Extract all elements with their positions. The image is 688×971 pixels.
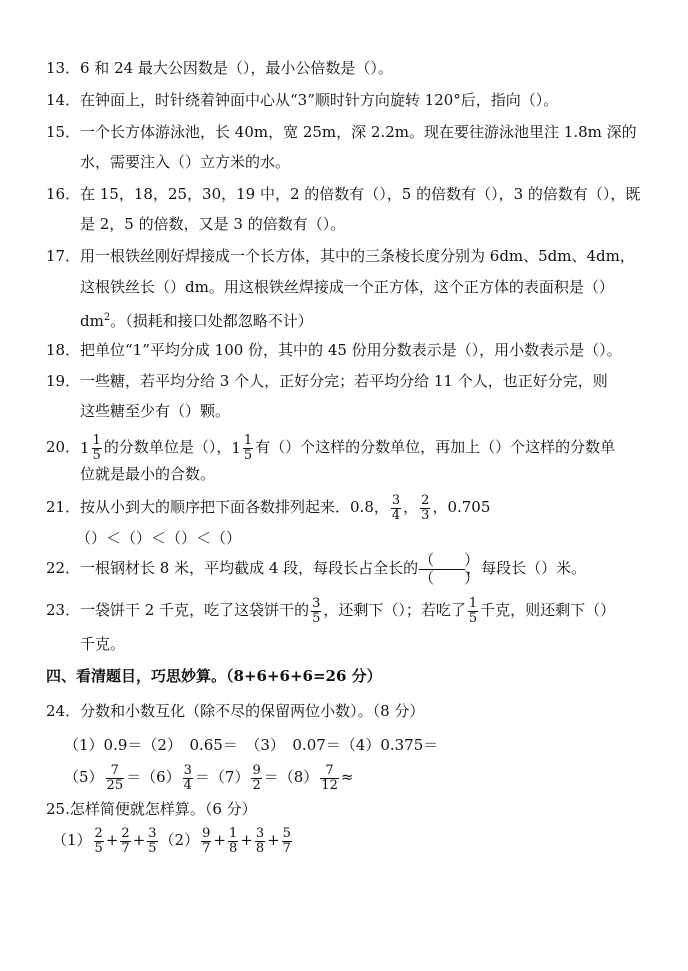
question-23 xyxy=(46,592,615,628)
numerator: 2 xyxy=(121,825,130,841)
fraction xyxy=(228,827,238,856)
item-text: ＝（7） xyxy=(194,768,250,786)
question-20 xyxy=(46,430,615,465)
question-number: 23． xyxy=(46,601,81,619)
item-label: （5） xyxy=(64,768,104,786)
fraction xyxy=(94,827,104,856)
numerator: 3 xyxy=(255,825,265,841)
question-number: 18． xyxy=(46,341,81,359)
numerator: 3 xyxy=(148,825,157,841)
item-label: （2） xyxy=(159,831,200,849)
question-text: ，还剩下（）；若吃了 xyxy=(323,601,466,619)
question-14 xyxy=(46,90,558,110)
denominator: 4 xyxy=(183,777,192,793)
fraction xyxy=(391,494,401,523)
numerator: 1 xyxy=(243,432,253,448)
question-number: 19． xyxy=(46,372,81,390)
blank-numerator[interactable]: （ ） xyxy=(419,550,480,569)
item-text: ＝（6） xyxy=(126,768,181,786)
note-text: 。（损耗和接口处都忽略不计） xyxy=(110,312,313,330)
denominator: 8 xyxy=(255,840,265,856)
numerator: 3 xyxy=(391,492,401,508)
numerator: 3 xyxy=(312,595,321,611)
question-text: 在 15，18，25，30，19 中，2 的倍数有（），5 的倍数有（），3 的倍数有（），既 xyxy=(80,185,641,203)
unit-text: dm xyxy=(80,312,104,330)
question-text: 千克，则还剩下（） xyxy=(480,601,616,619)
question-text: 一些糖，若平均分给 3 个人，正好分完；若平均分给 11 个人，也正好分完，则 xyxy=(80,372,608,390)
question-number: 15． xyxy=(46,123,81,141)
numerator: 1 xyxy=(468,595,478,611)
fraction xyxy=(255,827,265,856)
question-24-row1: （1）0.9＝（2） 0.65＝ （3） 0.07＝（4）0.375＝ xyxy=(64,736,439,754)
fraction xyxy=(106,764,125,793)
question-number: 16． xyxy=(46,185,81,203)
question-15 xyxy=(46,122,637,142)
numerator: 3 xyxy=(183,762,192,778)
question-text: 按从小到大的顺序把下面各数排列起来．0.8， xyxy=(80,498,389,516)
denominator: 5 xyxy=(468,610,478,626)
question-22 xyxy=(46,548,586,588)
fraction xyxy=(282,827,292,856)
item-text: ≈ xyxy=(340,768,354,786)
numerator: 2 xyxy=(94,825,103,841)
blank-fraction[interactable] xyxy=(419,550,480,587)
fraction xyxy=(183,764,193,793)
numerator: 9 xyxy=(252,762,261,778)
denominator: 2 xyxy=(252,777,261,793)
plus-sign: + xyxy=(267,831,280,849)
denominator: 7 xyxy=(282,840,291,856)
unit-superscript: 2 xyxy=(103,312,111,323)
question-number: 13． xyxy=(46,59,81,77)
denominator: 5 xyxy=(94,840,103,856)
denominator: 3 xyxy=(421,507,430,523)
mixed-whole: 1 xyxy=(231,439,241,457)
question-18 xyxy=(46,340,622,360)
question-text: 在钟面上，时针绕着钟面中心从“3”顺时针方向旋转 120°后，指向（）。 xyxy=(80,91,559,109)
denominator: 8 xyxy=(228,840,238,856)
fraction xyxy=(468,597,478,626)
denominator: 4 xyxy=(391,507,401,523)
question-21-order-line: （）＜（）＜（）＜（） xyxy=(76,529,242,547)
question-19-line2: 这些糖至少有（）颗。 xyxy=(80,402,231,420)
mixed-number xyxy=(80,431,104,465)
fraction xyxy=(147,827,157,856)
section-title: 四、看清题目，巧思妙算。（8+6+6+6=26 分） xyxy=(46,667,382,685)
plus-sign: + xyxy=(132,831,146,849)
numerator: 2 xyxy=(421,492,430,508)
question-20-line2: 位就是最小的合数。 xyxy=(80,465,216,483)
denominator: 7 xyxy=(202,840,211,856)
question-text: ，0.705 xyxy=(432,498,491,516)
question-23-line2: 千克。 xyxy=(80,635,126,653)
question-text: 有（）个这样的分数单位，再加上（）个这样的分数单 xyxy=(255,438,616,456)
question-21 xyxy=(46,490,490,524)
question-number: 20． xyxy=(46,438,81,456)
question-17-line2: 这根铁丝长（）dm。用这根铁丝焊接成一个正方体，这个正方体的表面积是（） xyxy=(80,278,614,296)
plus-sign: + xyxy=(105,831,119,849)
question-19 xyxy=(46,371,608,391)
question-13 xyxy=(46,58,393,78)
question-text: 用一根铁丝刚好焊接成一个长方体，其中的三条棱长度分别为 6dm、5dm、4dm， xyxy=(80,247,635,265)
question-17-line3 xyxy=(80,308,313,331)
numerator: 7 xyxy=(325,762,334,778)
fraction xyxy=(243,434,253,463)
question-16-line2: 是 2，5 的倍数，又是 3 的倍数有（）。 xyxy=(80,215,346,233)
blank-denominator[interactable]: （ ） xyxy=(419,568,480,587)
question-text: ，每段长（）米。 xyxy=(466,559,587,577)
fraction xyxy=(120,827,130,856)
numerator: 1 xyxy=(92,432,101,448)
question-text: 一袋饼干 2 千克，吃了这袋饼干的 xyxy=(80,601,310,619)
item-label: （1） xyxy=(52,831,92,849)
question-24-row2 xyxy=(64,760,353,794)
question-24-title: 24．分数和小数互化（除不尽的保留两位小数）。（8 分） xyxy=(46,702,425,720)
plus-sign: + xyxy=(240,831,253,849)
mixed-whole: 1 xyxy=(80,439,90,457)
question-25-title: 25.怎样简便就怎样算。（6 分） xyxy=(46,800,257,818)
numerator: 5 xyxy=(282,825,291,841)
plus-sign: + xyxy=(213,831,226,849)
question-number: 21． xyxy=(46,498,81,516)
denominator: 7 xyxy=(121,840,130,856)
denominator: 5 xyxy=(243,447,253,463)
separator: ， xyxy=(403,498,419,516)
denominator: 5 xyxy=(312,610,321,626)
fraction xyxy=(92,434,102,463)
question-number: 14． xyxy=(46,91,81,109)
fraction xyxy=(201,827,211,856)
question-text: 把单位“1”平均分成 100 份，其中的 45 份用分数表示是（），用小数表示是（）。 xyxy=(80,341,622,359)
numerator: 7 xyxy=(110,762,119,778)
fraction xyxy=(320,764,339,793)
question-number: 17． xyxy=(46,247,81,265)
question-16 xyxy=(46,184,640,204)
denominator: 12 xyxy=(321,777,338,793)
fraction xyxy=(420,494,430,523)
question-text: 一根钢材长 8 米，平均截成 4 段，每段长占全长的 xyxy=(80,559,419,577)
denominator: 25 xyxy=(106,777,124,793)
fraction xyxy=(311,597,321,626)
question-15-line2: 水，需要注入（）立方米的水。 xyxy=(80,153,291,171)
question-text: 6 和 24 最大公因数是（），最小公倍数是（）。 xyxy=(80,59,393,77)
question-text: 的分数单位是（）， xyxy=(103,438,232,456)
denominator: 5 xyxy=(148,840,157,856)
question-number: 22． xyxy=(46,559,81,577)
numerator: 1 xyxy=(228,825,238,841)
question-text: 一个长方体游泳池，长 40m，宽 25m，深 2.2m。现在要往游泳池里注 1.8m 深的 xyxy=(80,123,637,141)
mixed-number xyxy=(231,431,255,465)
item-text: ＝（8） xyxy=(263,768,319,786)
denominator: 5 xyxy=(92,447,101,463)
fraction xyxy=(251,764,261,793)
question-17 xyxy=(46,246,635,266)
question-25-expressions xyxy=(52,822,294,858)
numerator: 9 xyxy=(202,825,211,841)
